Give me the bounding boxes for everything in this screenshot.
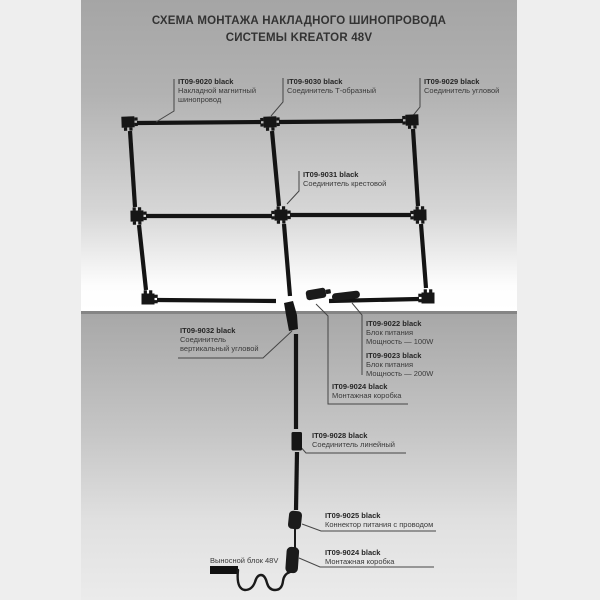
corner-connector-bottom-right-shape: [418, 289, 434, 303]
track-connectors: [121, 114, 434, 304]
label-it09-9031-article: IT09-9031 black: [303, 170, 359, 179]
label-it09-9031-desc1: Соединитель крестовой: [303, 179, 387, 188]
label-it09-9032-article: IT09-9032 black: [180, 326, 236, 335]
track-right-column-lower: [421, 224, 426, 288]
label-it09-9024-bottom-article: IT09-9024 black: [325, 548, 381, 557]
label-it09-9023-desc1: Блок питания: [366, 360, 413, 369]
label-it09-9031: [303, 170, 386, 188]
linear-connector-shape: [292, 432, 303, 451]
t-connector-left-shape: [130, 207, 147, 225]
track-vertical-drop-lower: [296, 452, 297, 510]
mounting-box-top-stub: [325, 289, 331, 294]
remote-driver-block-shape: [210, 566, 238, 574]
label-it09-9025: [325, 511, 433, 529]
label-it09-9024-top-desc1: Монтажная коробка: [332, 391, 402, 400]
label-it09-9020: [178, 77, 256, 104]
label-remote-block-text: Выносной блок 48V: [210, 556, 279, 565]
label-it09-9032-desc1: Соединитель: [180, 335, 227, 344]
label-it09-9022-desc1: Блок питания: [366, 328, 413, 337]
label-it09-9023: [366, 351, 433, 378]
label-it09-9030-desc1: Соединитель Т-образный: [287, 86, 377, 95]
track-bottom-left-segment: [157, 300, 276, 301]
label-it09-9020-desc2: шинопровод: [178, 95, 222, 104]
label-it09-9024-bottom: [325, 548, 394, 566]
label-it09-9029: [424, 77, 499, 95]
label-it09-9024-top-article: IT09-9024 black: [332, 382, 388, 391]
leader-it09-9022-9023: [352, 303, 362, 375]
vertical-corner-connector-shape: [284, 301, 298, 331]
label-it09-9025-article: IT09-9025 black: [325, 511, 381, 520]
mounting-box-top-shape: [305, 286, 331, 300]
track-right-column-upper: [413, 129, 418, 206]
diagram-title-line2: СИСТЕМЫ KREATOR 48V: [225, 32, 373, 44]
label-it09-9032: [180, 326, 259, 353]
track-top-left-segment: [137, 122, 261, 123]
t-connector-top-shape: [260, 116, 280, 131]
mounting-box-top-body: [305, 287, 326, 300]
leader-it09-9031: [287, 171, 299, 204]
label-it09-9023-desc2: Мощность — 200W: [366, 369, 434, 378]
mounting-box-bottom-shape: [285, 547, 299, 574]
power-feed-connector-shape: [288, 510, 303, 529]
label-it09-9032-desc2: вертикальный угловой: [180, 344, 259, 353]
mounting-box-bottom-body: [285, 547, 299, 574]
label-it09-9025-desc1: Коннектор питания с проводом: [325, 520, 434, 529]
diagram-title-line1: СХЕМА МОНТАЖА НАКЛАДНОГО ШИНОПРОВОДА: [151, 15, 447, 27]
leader-it09-9030: [271, 78, 283, 116]
label-it09-9028-desc1: Соединитель линейный: [312, 440, 395, 449]
power-feed-connector-body: [288, 510, 303, 529]
label-it09-9029-article: IT09-9029 black: [424, 77, 480, 86]
label-it09-9022: [366, 319, 433, 346]
track-top-right-segment: [279, 121, 403, 122]
corner-connector-bottom-left-shape: [142, 290, 158, 304]
label-it09-9023-article: IT09-9023 black: [366, 351, 422, 360]
label-it09-9029-desc1: Соединитель угловой: [424, 86, 500, 95]
corner-connector-top-left-shape: [121, 116, 138, 131]
leader-it09-9029: [411, 78, 420, 118]
label-remote-block: [210, 556, 278, 565]
leader-it09-9020: [156, 79, 174, 122]
label-it09-9028: [312, 431, 395, 449]
label-it09-9030: [287, 77, 376, 95]
label-it09-9020-article: IT09-9020 black: [178, 77, 234, 86]
label-it09-9024-bottom-desc1: Монтажная коробка: [325, 557, 395, 566]
track-left-column-lower: [139, 225, 146, 290]
corner-connector-top-right-shape: [402, 114, 419, 129]
label-it09-9020-desc1: Накладной магнитный: [178, 86, 257, 95]
t-connector-right-shape: [410, 206, 427, 224]
label-it09-9022-desc2: Мощность — 100W: [366, 337, 434, 346]
label-it09-9030-article: IT09-9030 black: [287, 77, 343, 86]
track-center-column-lower: [284, 224, 290, 296]
label-it09-9024-top: [332, 382, 401, 400]
track-left-column-upper: [130, 131, 135, 207]
label-it09-9028-article: IT09-9028 black: [312, 431, 368, 440]
label-it09-9022-article: IT09-9022 black: [366, 319, 422, 328]
coiled-cable: [238, 570, 293, 590]
track-center-column-upper: [272, 131, 279, 206]
cross-connector-shape: [271, 206, 291, 224]
